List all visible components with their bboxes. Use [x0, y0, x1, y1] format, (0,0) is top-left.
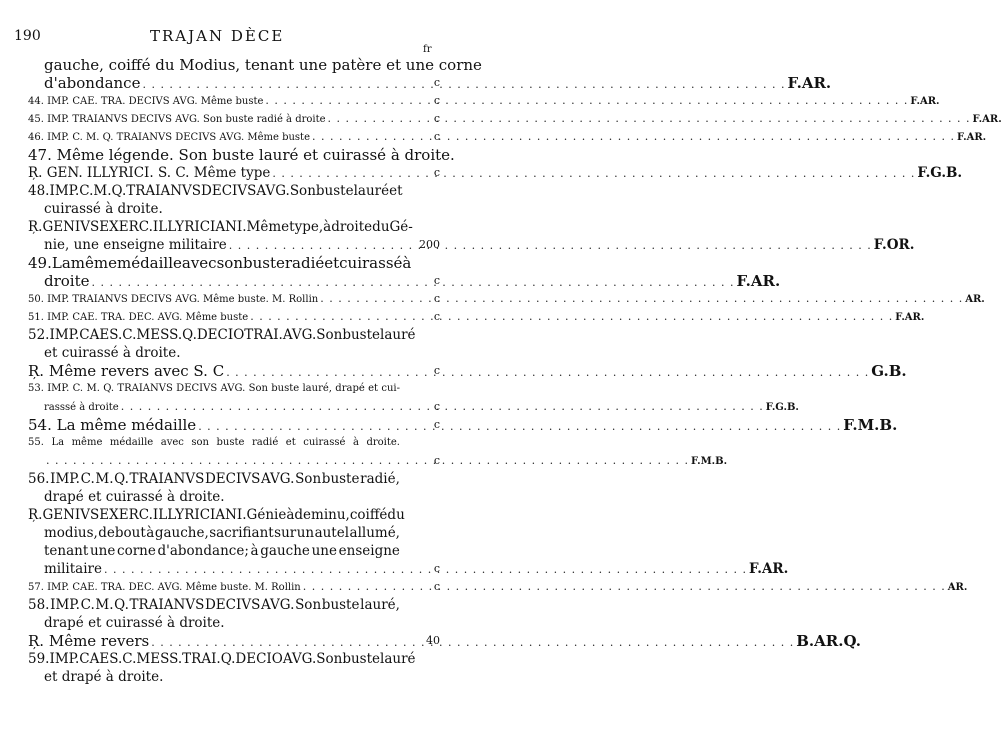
word: à — [286, 507, 295, 523]
catalog-entry — [0, 416, 898, 434]
word: 58. — [28, 597, 50, 613]
word: buste — [315, 183, 354, 199]
catalog-entry — [0, 254, 781, 290]
word: nu, — [328, 507, 350, 523]
entry-text: Ŗ. GEN. ILLYRICI. S. C. Même type — [28, 165, 271, 181]
entry-text: 54. La même médaille — [28, 416, 197, 434]
rarity-value: c — [433, 562, 440, 575]
entry-line — [0, 236, 915, 254]
word: La — [51, 254, 71, 272]
entry-text: rasssé à droite — [44, 402, 119, 413]
word: buste — [271, 383, 300, 394]
word: IMP. — [50, 471, 80, 487]
word: Q. — [220, 651, 236, 667]
rarity-value: c — [433, 364, 440, 377]
word: cuirassé — [303, 437, 346, 448]
entry-text: et drapé à droite. — [44, 669, 164, 685]
word: cui- — [381, 383, 400, 394]
catalog-entry — [0, 56, 832, 92]
word: MESS. — [136, 651, 183, 667]
metal-grade: F.AR. — [957, 132, 987, 143]
word: modius, — [44, 525, 98, 541]
entry-line — [0, 578, 968, 596]
dot-leader — [119, 398, 766, 416]
entry-text: 50. IMP. TRAIANVS DECIVS AVG. Même buste. M. Rollin — [28, 294, 319, 305]
word: Q. — [111, 183, 127, 199]
word: Ŗ. — [28, 507, 43, 523]
word: DECIO — [235, 651, 283, 667]
word: debout — [98, 525, 146, 541]
word: La — [51, 437, 65, 448]
word: DECIVS — [176, 383, 218, 394]
word: une — [89, 543, 116, 559]
word: TRAIANVS — [126, 183, 202, 199]
catalog-entry — [0, 218, 915, 254]
metal-grade: B.AR.Q. — [796, 632, 861, 650]
word: 59. — [28, 651, 50, 667]
metal-grade: F.G.B. — [917, 165, 963, 181]
word: et — [368, 383, 379, 394]
running-title: TRAJAN DÈCE — [150, 27, 285, 45]
entry-line — [0, 290, 985, 308]
word: et — [389, 183, 403, 199]
word: Ŗ. — [28, 219, 43, 235]
word: GENIVS — [42, 507, 100, 523]
rarity-value: c — [433, 400, 440, 413]
word: IMP. — [49, 651, 80, 667]
metal-grade: F.AR. — [749, 561, 789, 577]
word: TRAIANVS — [129, 471, 205, 487]
entry-line — [0, 164, 963, 182]
word: drapé — [335, 383, 365, 394]
entry-line — [0, 182, 446, 200]
word: et — [324, 254, 340, 272]
word: à — [323, 219, 332, 235]
entry-line — [0, 272, 781, 290]
rarity-value: c — [433, 112, 440, 125]
word: à — [352, 437, 359, 448]
word: CAES. — [79, 327, 123, 343]
entry-line — [0, 596, 446, 614]
word: C. — [80, 597, 95, 613]
entry-line — [0, 560, 789, 578]
entry-text: Ŗ. Même revers — [28, 632, 150, 650]
entry-text: cuirassé à droite. — [44, 201, 163, 217]
rarity-value: c — [433, 292, 440, 305]
entry-line — [0, 614, 446, 632]
metal-grade: F.M.B. — [691, 456, 728, 467]
entry-text: drapé et cuirassé à droite. — [44, 489, 225, 505]
word: buste — [342, 327, 381, 343]
entry-line — [0, 650, 446, 668]
word: AVG. — [260, 597, 295, 613]
word: 56. — [28, 471, 50, 487]
word: TRAI. — [182, 651, 221, 667]
entry-line — [0, 344, 446, 362]
word: à — [146, 525, 155, 541]
catalog-entry — [0, 434, 728, 470]
entry-line — [0, 92, 940, 110]
catalog-entry — [0, 506, 789, 578]
word: ILLYRICIANI. — [152, 219, 247, 235]
word: Génie — [246, 507, 287, 523]
catalog-entry — [0, 362, 907, 380]
corner-mark: fr — [423, 44, 432, 55]
word: médaille — [116, 254, 182, 272]
word: TRAI. — [244, 327, 283, 343]
rarity-value: c — [433, 274, 440, 287]
rarity-value: c — [433, 76, 440, 89]
entry-line — [0, 218, 446, 236]
entry-line — [0, 56, 482, 74]
entry-line — [0, 434, 446, 452]
dot-leader — [263, 92, 910, 110]
metal-grade: F.AR. — [910, 96, 940, 107]
metal-grade: AR. — [965, 294, 985, 305]
word: 48. — [28, 183, 50, 199]
metal-grade: F.AR. — [972, 114, 1002, 125]
word: buste — [321, 471, 360, 487]
word: Q. — [103, 383, 115, 394]
entry-line — [0, 452, 728, 470]
word: IMP. — [49, 327, 80, 343]
word: TRAIANVS — [117, 383, 173, 394]
word: Gé- — [389, 219, 413, 235]
catalog-entry — [0, 380, 799, 416]
word: Même — [246, 219, 290, 235]
word: lauré, — [360, 597, 400, 613]
metal-grade: F.AR. — [736, 272, 781, 290]
entry-line — [0, 128, 987, 146]
dot-leader — [44, 452, 691, 470]
word: EXERC. — [99, 507, 153, 523]
dot-leader — [227, 237, 874, 255]
entry-line — [0, 506, 446, 524]
word: Son — [289, 183, 316, 199]
entry-text: 44. IMP. CAE. TRA. DECIVS AVG. Même buste — [28, 96, 264, 107]
word: Son — [295, 471, 322, 487]
entry-line — [0, 362, 907, 380]
word: buste — [321, 597, 360, 613]
rarity-value: 200 — [419, 238, 440, 251]
word: sur — [274, 525, 297, 541]
word: son — [216, 254, 243, 272]
rarity-value: c — [433, 454, 440, 467]
entry-line — [0, 146, 455, 164]
word: sacrifiant — [209, 525, 274, 541]
word: Q. — [182, 327, 197, 343]
rarity-value: 40 — [426, 634, 440, 647]
catalog-entry — [0, 110, 1002, 128]
entry-line — [0, 74, 832, 92]
word: 52. — [28, 327, 50, 343]
catalog-entry — [0, 470, 446, 506]
entry-line — [0, 524, 446, 542]
entry-text: et cuirassé à droite. — [44, 345, 181, 361]
word: IMP. — [49, 183, 80, 199]
word: tenant — [44, 543, 89, 559]
word: IMP. — [47, 383, 70, 394]
catalog-entry — [0, 290, 985, 308]
word: lauré — [353, 183, 390, 199]
word: à — [250, 543, 259, 559]
word: coiffé — [349, 507, 388, 523]
word: Son — [295, 597, 322, 613]
word: ILLYRICIANI. — [152, 507, 247, 523]
word: même — [71, 437, 103, 448]
entry-line — [0, 542, 446, 560]
word: IMP. — [50, 597, 80, 613]
word: AVG. — [220, 383, 246, 394]
metal-grade: G.B. — [871, 362, 907, 380]
catalog-entry — [0, 146, 455, 164]
word: demi — [294, 507, 329, 523]
word: Son — [316, 327, 343, 343]
word: AVG. — [260, 471, 295, 487]
entry-line — [0, 398, 799, 416]
word: EXERC. — [99, 219, 153, 235]
metal-grade: F.OR. — [873, 237, 915, 253]
word: cuirassé — [339, 254, 403, 272]
word: lauré — [380, 651, 416, 667]
metal-grade: F.G.B. — [765, 402, 799, 413]
word: allumé, — [349, 525, 400, 541]
word: M. — [95, 597, 114, 613]
entry-text: drapé et cuirassé à droite. — [44, 615, 225, 631]
word: avec — [160, 437, 184, 448]
word: AVG. — [282, 651, 317, 667]
catalog-entry — [0, 596, 446, 632]
catalog-entry — [0, 326, 446, 362]
catalog-entry — [0, 650, 446, 686]
word: DECIVS — [204, 471, 261, 487]
word: C. — [122, 327, 137, 343]
rarity-value: c — [433, 130, 440, 143]
word: radié, — [360, 471, 400, 487]
word: lauré — [380, 327, 416, 343]
entry-text: Ŗ. Même revers avec S. C — [28, 362, 225, 380]
entry-line — [0, 308, 925, 326]
word: M. — [93, 183, 112, 199]
word: droite — [331, 219, 373, 235]
word: 49. — [28, 254, 52, 272]
word: radié — [251, 437, 279, 448]
entry-text: droite — [44, 272, 90, 290]
word: médaille — [109, 437, 154, 448]
word: du — [372, 219, 390, 235]
entry-line — [0, 632, 861, 650]
word: buste — [342, 651, 381, 667]
word: gauche, — [154, 525, 209, 541]
word: M. — [86, 383, 100, 394]
entry-text: 51. IMP. CAE. TRA. DEC. AVG. Même buste — [28, 312, 249, 323]
dot-leader — [248, 308, 895, 326]
entry-text: d'abondance — [44, 74, 141, 92]
word: GENIVS — [42, 219, 100, 235]
catalog-entry — [0, 632, 861, 650]
metal-grade: F.M.B. — [843, 416, 898, 434]
word: et — [285, 437, 296, 448]
catalog-entry — [0, 182, 446, 218]
entry-text: militaire — [44, 561, 102, 577]
entry-line — [0, 470, 446, 488]
entry-line — [0, 254, 446, 272]
word: type, — [289, 219, 324, 235]
rarity-value: c — [433, 310, 440, 323]
word: M. — [95, 471, 114, 487]
word: 55. — [28, 437, 44, 448]
word: autel — [314, 525, 350, 541]
entry-line — [0, 416, 898, 434]
entry-text: 46. IMP. C. M. Q. TRAIANVS DECIVS AVG. Même buste — [28, 132, 310, 143]
word: Son — [248, 383, 268, 394]
word: gauche — [260, 543, 310, 559]
dot-leader — [301, 578, 948, 596]
word: C. — [72, 383, 84, 394]
word: AVG. — [256, 183, 290, 199]
word: 53. — [28, 383, 44, 394]
catalog-entry — [0, 92, 940, 110]
word: Son — [316, 651, 343, 667]
catalog-entry — [0, 578, 968, 596]
entry-line — [0, 326, 446, 344]
entry-line — [0, 110, 1002, 128]
metal-grade: AR. — [947, 582, 968, 593]
rarity-value: c — [433, 580, 440, 593]
word: son — [191, 437, 209, 448]
word: d'abondance; — [157, 543, 249, 559]
word: lauré, — [302, 383, 332, 394]
word: MESS. — [136, 327, 183, 343]
entry-line — [0, 200, 446, 218]
word: Q. — [114, 597, 129, 613]
word: du — [387, 507, 405, 523]
word: avec — [181, 254, 217, 272]
catalog-entry — [0, 164, 963, 182]
word: DECIO — [196, 327, 245, 343]
entry-text: nie, une enseigne militaire — [44, 237, 227, 253]
entry-line — [0, 380, 446, 398]
word: AVG. — [282, 327, 317, 343]
rarity-value: c — [433, 94, 440, 107]
entry-text: gauche, coiffé du Modius, tenant une patère et une corne — [44, 56, 482, 74]
catalog-entries — [0, 56, 1002, 686]
entry-text: 57. IMP. CAE. TRA. DEC. AVG. Même buste. M. Rollin — [28, 582, 301, 593]
word: corne — [117, 543, 156, 559]
word: C. — [122, 651, 137, 667]
metal-grade: F.AR. — [895, 312, 925, 323]
word: buste — [216, 437, 245, 448]
entry-line — [0, 488, 446, 506]
rarity-value: c — [433, 418, 440, 431]
metal-grade: F.AR. — [787, 74, 832, 92]
entry-text: 47. Même légende. Son buste lauré et cuirassé à droite. — [28, 146, 455, 164]
word: TRAIANVS — [129, 597, 205, 613]
word: même — [70, 254, 117, 272]
catalog-entry — [0, 308, 925, 326]
word: une — [311, 543, 337, 559]
word: droite. — [366, 437, 400, 448]
word: à — [402, 254, 412, 272]
word: un — [296, 525, 315, 541]
entry-text: 45. IMP. TRAIANVS DECIVS AVG. Son buste radié à droite — [28, 114, 326, 125]
entry-line — [0, 668, 446, 686]
rarity-value: c — [433, 166, 440, 179]
word: radié — [284, 254, 325, 272]
word: buste — [242, 254, 285, 272]
word: DECIVS — [201, 183, 257, 199]
word: enseigne — [338, 543, 400, 559]
word: C. — [80, 471, 95, 487]
catalog-entry — [0, 128, 987, 146]
page-number: 190 — [14, 28, 41, 44]
word: C. — [79, 183, 94, 199]
word: DECIVS — [204, 597, 261, 613]
word: CAES. — [79, 651, 123, 667]
dot-leader — [270, 165, 917, 183]
word: Q. — [114, 471, 129, 487]
